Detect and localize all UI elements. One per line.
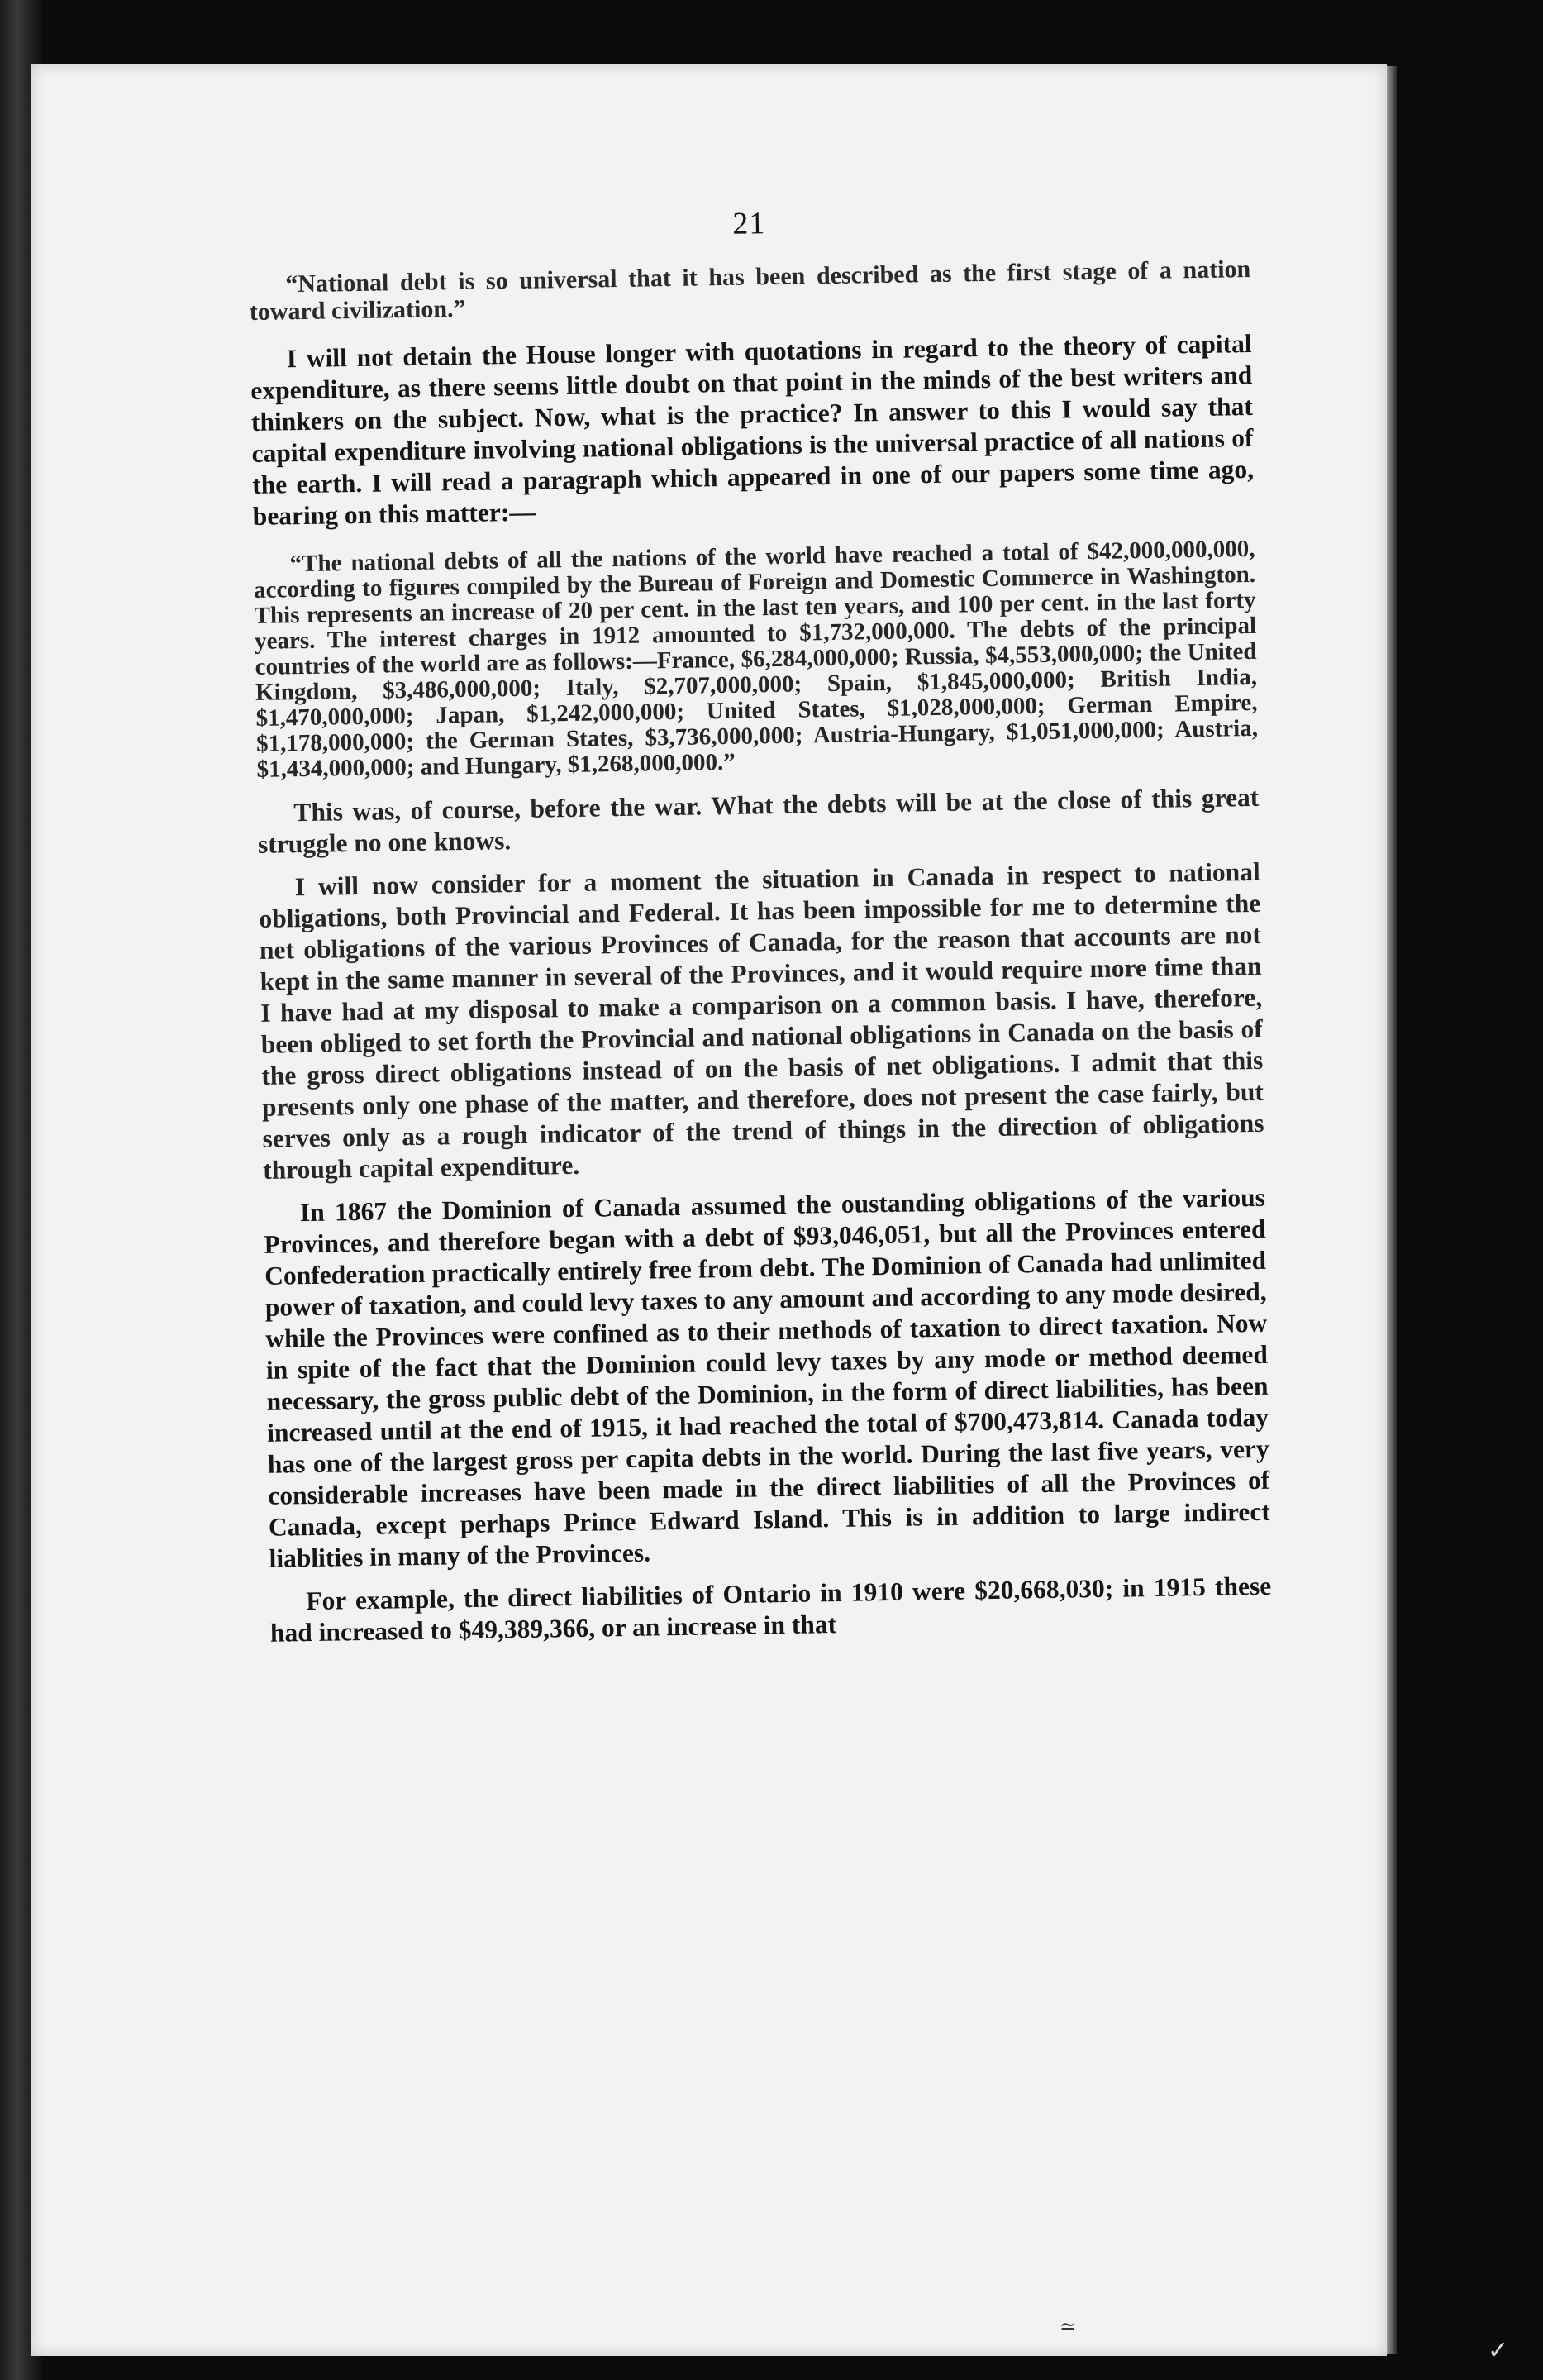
paragraph-before-war: This was, of course, before the war. What the debts will be at the close of this great struggle no one knows.: [257, 782, 1260, 859]
page-number: 21: [731, 206, 766, 241]
opening-quote: “National debt is so universal that it has been described as the first stage of a nation toward civilization.”: [249, 255, 1251, 326]
paragraph-capital-expenditure: I will not detain the House longer with quotations in regard to the theory of capital expenditure, as there seems little doubt on that point in the minds of the best writers and thinkers on the subject. Now, what is the practice? In answer to this I would say that capital expenditure involving national obligations is the universal practice of all nations of the earth. I will read a paragraph which appeared in one of our papers some time ago, bearing on this matter:—: [250, 328, 1255, 531]
quoted-national-debts: “The national debts of all the nations of the world have reached a total of $42,000,000,000, according to figures compiled by the Bureau of Foreign and Domestic Commerce in Washington. This represents an increase of 20 per cent. in the last ten years, and 100 per cent. in the last forty years. The interest charges in 1912 amounted to $1,732,000,000. The debts of the principal countries of the world are as follows:—France, $6,284,000,000; Russia, $4,553,000,000; the United Kingdom, $3,486,000,000; Italy, $2,707,000,000; Spain, $1,845,000,000; British India, $1,470,000,000; Japan, $1,242,000,000; United States, $1,028,000,000; German Empire, $1,178,000,000; the German States, $3,736,000,000; Austria-Hungary, $1,051,000,000; Austria, $1,434,000,000; and Hungary, $1,268,000,000.”: [253, 535, 1259, 783]
page-edge: [1387, 66, 1397, 2354]
paragraph-dominion-1867: In 1867 the Dominion of Canada assumed the oustanding obligations of the various Provinces, and therefore began with a debt of $93,046,051, but all the Provinces entered Confederation practically entirely free from debt. The Dominion of Canada had unlimited power of taxation, and could levy taxes to any amount and according to any mode desired, while the Provinces were confined as to their methods of taxation to direct taxation. Now in spite of the fact that the Dominion could levy taxes by any mode or method deemed necessary, the gross public debt of the Dominion, in the form of direct liabilities, has been increased until at the end of 1915, it had reached the total of $700,473,814. Canada today has one of the largest gross per capita debts in the world. During the last five years, very considerable increases have been made in the direct liabilities of all the Provinces of Canada, except perhaps Prince Edward Island. This is in addition to large indirect liablities in many of the Provinces.: [264, 1182, 1271, 1573]
page-text: [248, 198, 1272, 1661]
corner-scan-mark: ✓: [1488, 2336, 1509, 2365]
scan-mark: ≃: [1060, 2315, 1077, 2338]
paragraph-ontario-example: For example, the direct liabilities of Ontario in 1910 were $20,668,030; in 1915 these had increased to $49,389,366, or an increase in that: [269, 1571, 1272, 1648]
paragraph-canada-obligations: I will now consider for a moment the situation in Canada in respect to national obligations, both Provincial and Federal. It has been impossible for me to determine the net obligations of the various Provinces of Canada, for the reason that accounts are not kept in the same manner in several of the Provinces, and it would require more time than I have had at my disposal to make a comparison on a common basis. I have, therefore, been obliged to set forth the Provincial and national obligations in Canada on the basis of the gross direct obligations instead of on the basis of net obligations. I admit that this presents only one phase of the matter, and therefore, does not present the case fairly, but serves only as a rough indicator of the trend of things in the direction of obligations through capital expenditure.: [259, 856, 1264, 1185]
